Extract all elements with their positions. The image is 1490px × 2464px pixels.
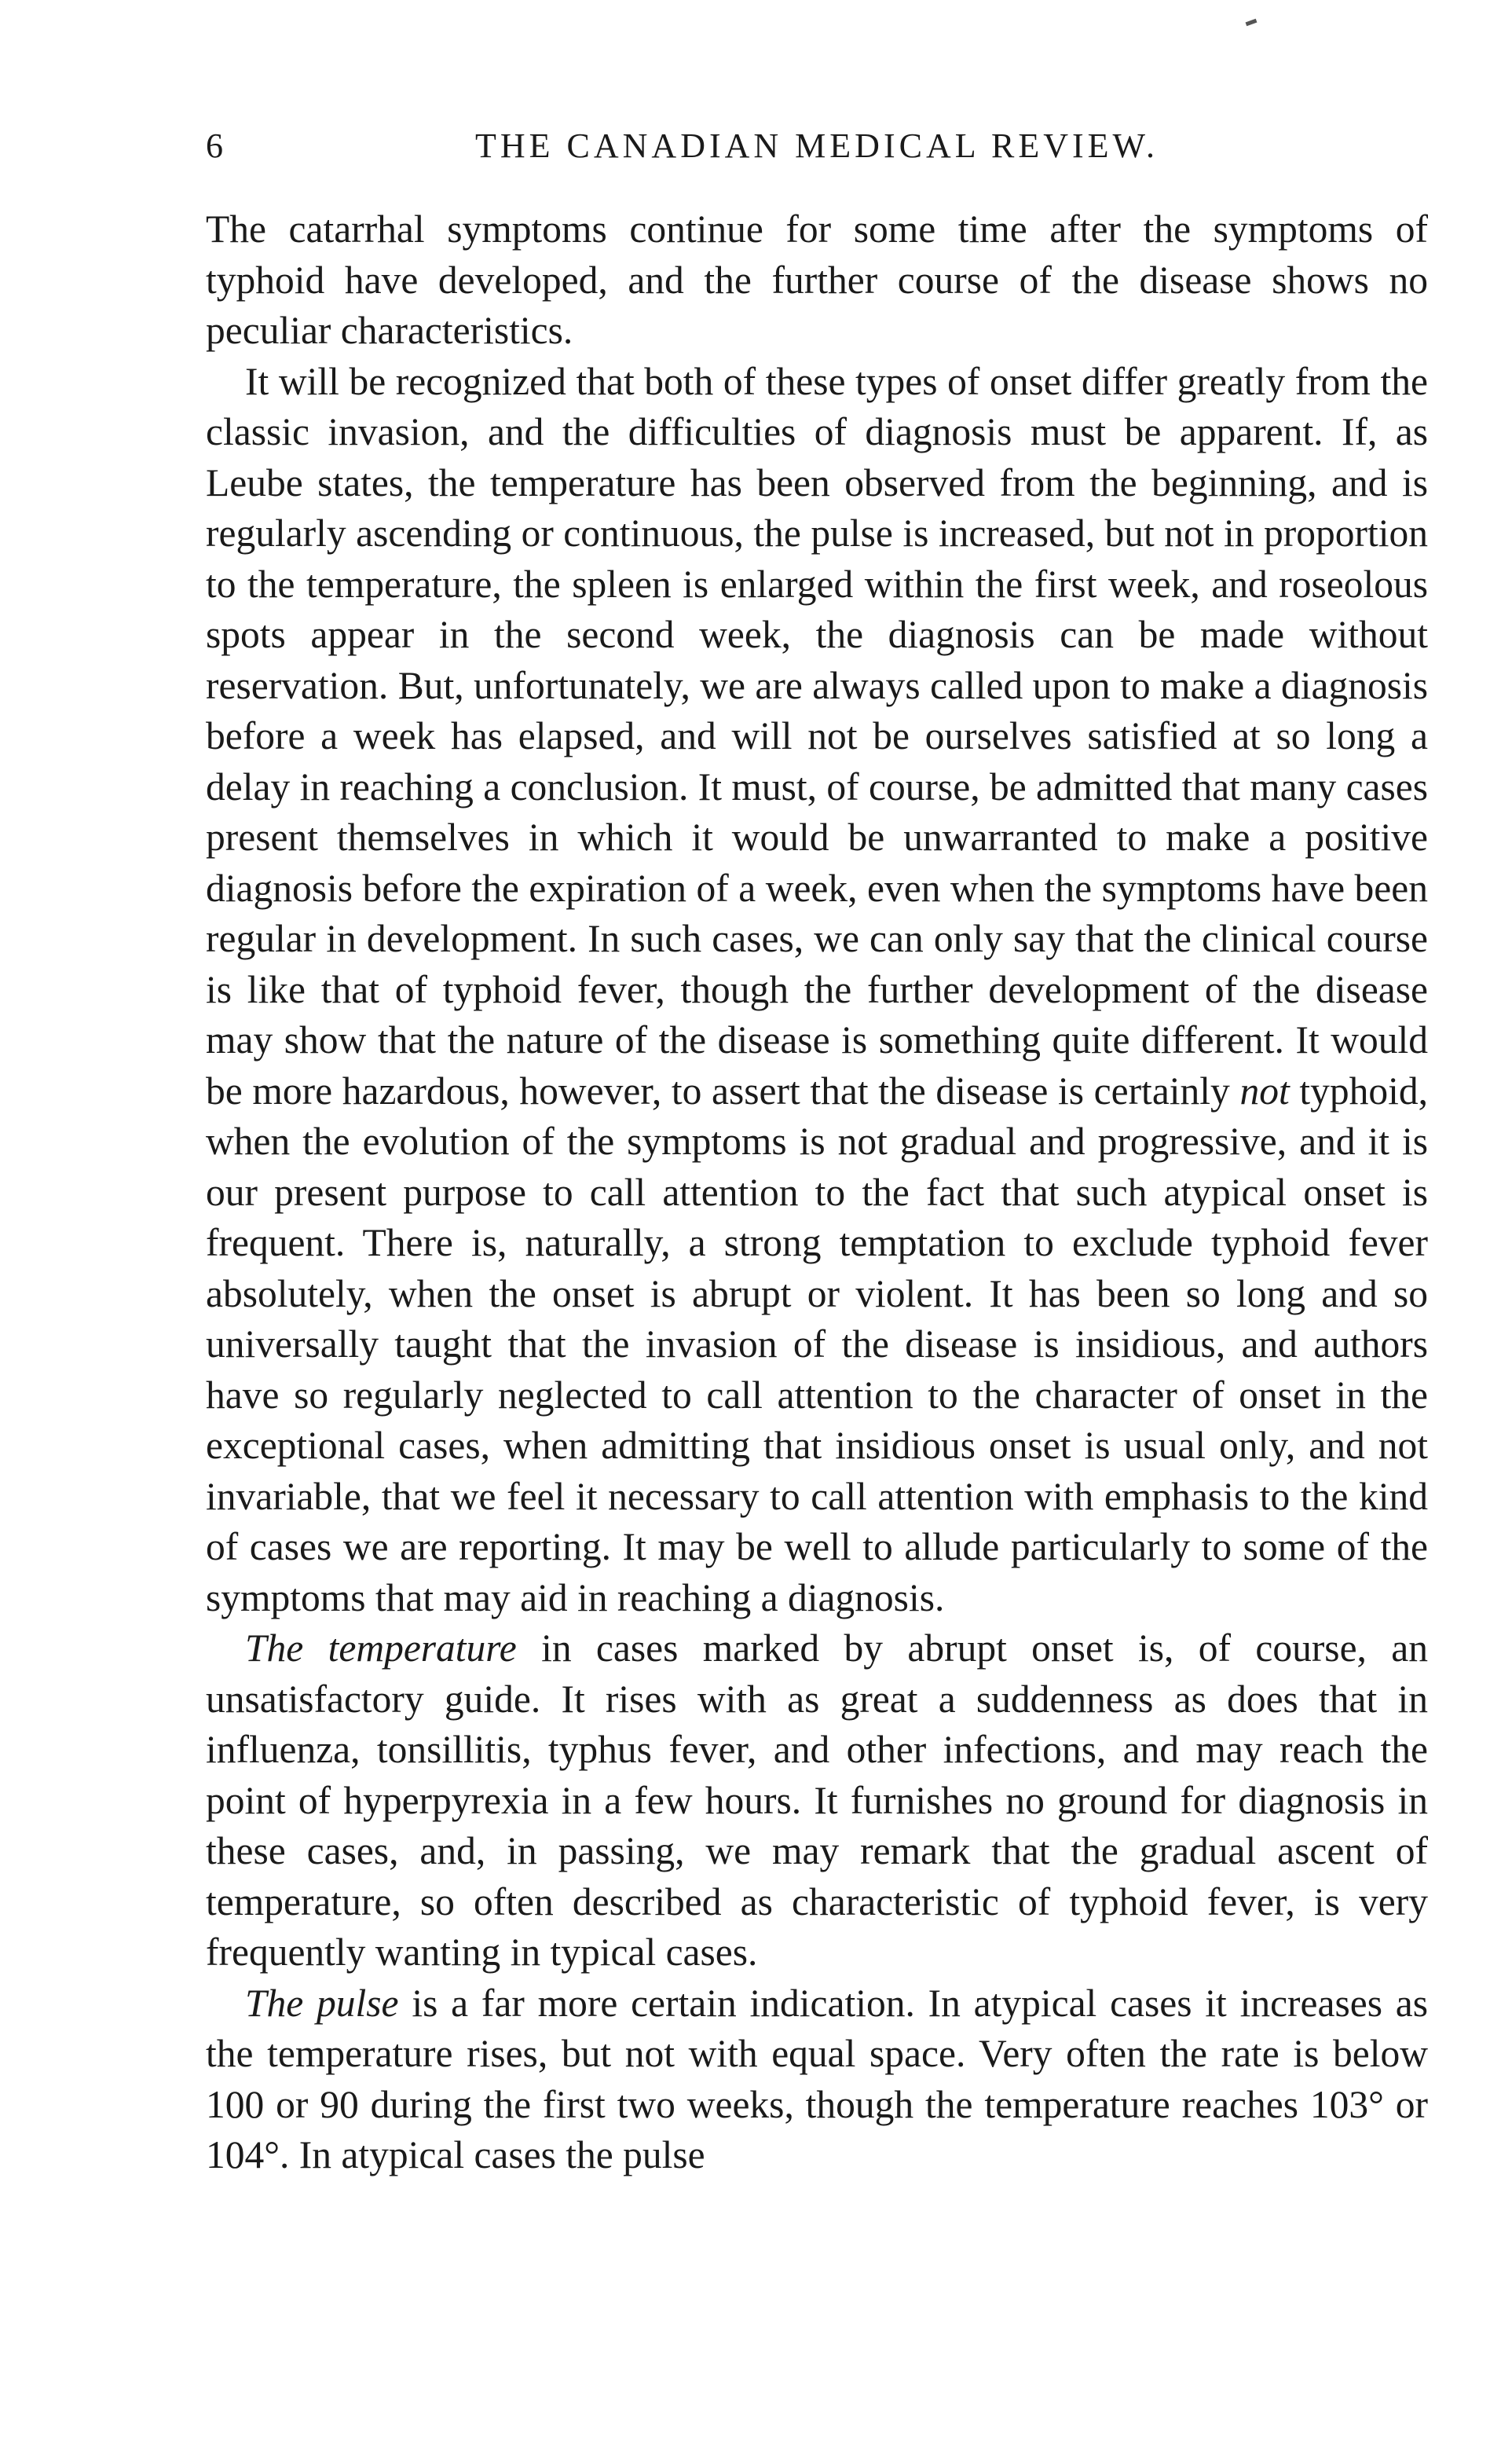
page-mark <box>1246 19 1258 26</box>
paragraph-text: is a far more certain indication. In atypical cases it increases as the temperature rises, but not with equal space. Very often the rate is below 100 or 90 during the first two weeks, though the temperature reaches 103° or 104°. In atypical cases the pulse <box>206 1981 1428 2176</box>
section-lead-pulse: The pulse <box>245 1981 399 2025</box>
section-lead-temperature: The temperature <box>245 1626 517 1670</box>
page-number: 6 <box>206 126 225 165</box>
book-page <box>206 126 1428 2181</box>
paragraph-temperature <box>206 1623 1428 1978</box>
article-body <box>206 204 1428 2181</box>
running-head <box>206 126 1428 181</box>
paragraph-text: The catarrhal symptoms continue for some time after the symptoms of typhoid have developed, and the further course of the disease shows no peculiar characteristics. <box>206 207 1428 352</box>
paragraph-pulse <box>206 1978 1428 2181</box>
paragraph-catarrhal <box>206 204 1428 357</box>
paragraph-text: in cases marked by abrupt onset is, of course, an unsatisfactory guide. It rises with as great a suddenness as does that in influenza, tonsillitis, typhus fever, and other infections, and may reach the point of hyperpyrexia in a few hours. It furnishes no ground for diagnosis in these cases, and, in passing, we may remark that the gradual ascent of temperature, so often described as characteristic of typhoid fever, is very frequently wanting in typical cases. <box>206 1626 1428 1974</box>
paragraph-text: It will be recognized that both of these types of onset differ greatly from the classic invasion, and the difficulties of diagnosis must be apparent. If, as Leube states, the temperature has been observed from the beginning, and is regularly ascending or continuous, the pulse is increased, but not in proportion to the temperature, the spleen is enlarged within the first week, and roseolous spots appear in the second week, the diagnosis can be made without reservation. But, unfortunately, we are always called upon to make a diagnosis before a week has elapsed, and will not be ourselves satisfied at so long a delay in reaching a conclusion. It must, of course, be admitted that many cases present themselves in which it would be unwarranted to make a positive diagnosis before the expiration of a week, even when the symptoms have been regular in development. In such cases, we can only say that the clinical course is like that of typhoid fever, though the further development of the disease may show that the nature of the disease is something quite different. It would be more hazardous, however, to assert that the disease is certainly <box>206 359 1429 1113</box>
paragraph-text-continued: typhoid, when the evolution of the symptoms is not gradual and progressive, and it is our present purpose to call attention to the fact that such atypical onset is frequent. There is, naturally, a strong temptation to exclude typhoid fever absolutely, when the onset is abrupt or violent. It has been so long and so universally taught that the invasion of the disease is insidious, and authors have so regularly neglected to call attention to the character of onset in the exceptional cases, when admitting that insidious onset is usual only, and not invariable, that we feel it necessary to call attention with emphasis to the kind of cases we are reporting. It may be well to allude particularly to some of the symptoms that may aid in reaching a diagnosis. <box>206 1069 1429 1619</box>
emphasis-not: not <box>1239 1069 1290 1113</box>
paragraph-onset-types <box>206 357 1428 1624</box>
journal-title: THE CANADIAN MEDICAL REVIEW. <box>475 126 1159 165</box>
